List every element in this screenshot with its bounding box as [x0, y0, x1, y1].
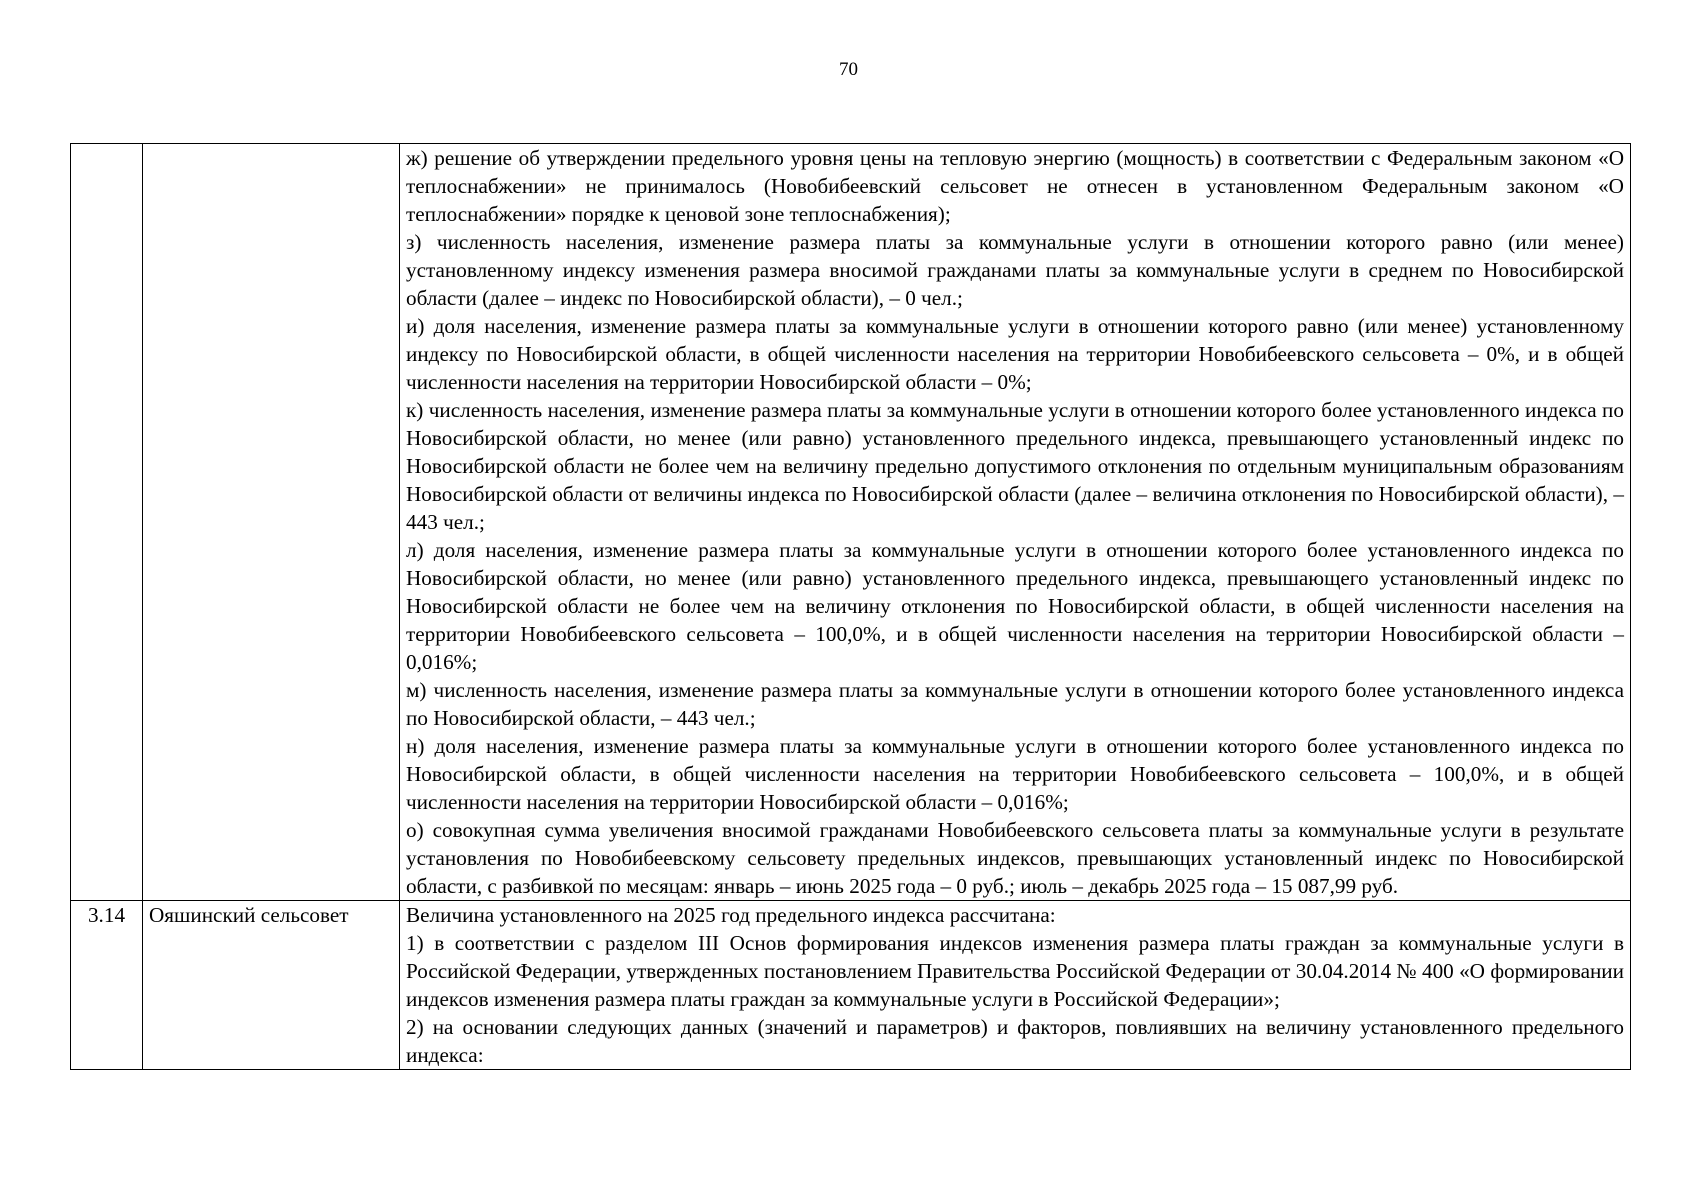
municipality-name — [143, 144, 400, 901]
paragraph: Величина установленного на 2025 год предельного индекса рассчитана: — [406, 903, 1056, 927]
paragraph: л) доля населения, изменение размера платы за коммунальные услуги в отношении которого более установленного индекса по Новосибирской области, но менее (или равно) установленного предельного индекса, превышающего установленный индекс по Новосибирской области не более чем на величину отклонения по Новосибирской области, в общей численности населения на территории Новобибеевского сельсовета – 100,0%, и в общей численности населения на территории Новосибирской области – 0,016%; — [406, 538, 1624, 674]
row-content — [400, 901, 1631, 1070]
table-row — [71, 901, 1631, 1070]
paragraph: 1) в соответствии с разделом III Основ формирования индексов изменения размера платы граждан за коммунальные услуги в Российской Федерации, утвержденных постановлением Правительства Российской Федерации от 30.04.2014 № 400 «О формировании индексов изменения размера платы граждан за коммунальные услуги в Российской Федерации»; — [406, 931, 1624, 1011]
paragraph: м) численность населения, изменение размера платы за коммунальные услуги в отношении которого более установленного индекса по Новосибирской области, – 443 чел.; — [406, 678, 1624, 730]
paragraph: ж) решение об утверждении предельного уровня цены на тепловую энергию (мощность) в соответствии с Федеральным законом «О теплоснабжении» не принималось (Новобибеевский сельсовет не отнесен в установленном Федеральным законом «О теплоснабжении» порядке к ценовой зоне теплоснабжения); — [406, 146, 1624, 226]
municipality-name: Ояшинский сельсовет — [143, 901, 400, 1070]
page-number: 70 — [839, 59, 858, 80]
paragraph: 2) на основании следующих данных (значений и параметров) и факторов, повлиявших на величину установленного предельного индекса: — [406, 1015, 1624, 1067]
row-content — [400, 144, 1631, 901]
document-table — [70, 143, 1631, 1070]
paragraph: и) доля населения, изменение размера платы за коммунальные услуги в отношении которого равно (или менее) установленному индексу по Новосибирской области, в общей численности населения на территории Новобибеевского сельсовета – 0%, и в общей численности населения на территории Новосибирской области – 0%; — [406, 314, 1624, 394]
paragraph: н) доля населения, изменение размера платы за коммунальные услуги в отношении которого более установленного индекса по Новосибирской области, в общей численности населения на территории Новобибеевского сельсовета – 100,0%, и в общей численности населения на территории Новосибирской области – 0,016%; — [406, 734, 1624, 814]
row-number: 3.14 — [71, 901, 143, 1070]
paragraph: к) численность населения, изменение размера платы за коммунальные услуги в отношении которого более установленного индекса по Новосибирской области, но менее (или равно) установленного предельного индекса, превышающего установленный индекс по Новосибирской области не более чем на величину предельно допустимого отклонения по отдельным муниципальным образованиям Новосибирской области от величины индекса по Новосибирской области (далее – величина отклонения по Новосибирской области), – 443 чел.; — [406, 398, 1624, 534]
table-row — [71, 144, 1631, 901]
row-number — [71, 144, 143, 901]
paragraph: з) численность населения, изменение размера платы за коммунальные услуги в отношении которого равно (или менее) установленному индексу изменения размера вносимой гражданами платы за коммунальные услуги в среднем по Новосибирской области (далее – индекс по Новосибирской области), – 0 чел.; — [406, 230, 1624, 310]
paragraph: о) совокупная сумма увеличения вносимой гражданами Новобибеевского сельсовета платы за коммунальные услуги в результате установления по Новобибеевскому сельсовету предельных индексов, превышающих установленный индекс по Новосибирской области, с разбивкой по месяцам: январь – июнь 2025 года – 0 руб.; июль – декабрь 2025 года – 15 087,99 руб. — [406, 818, 1624, 898]
